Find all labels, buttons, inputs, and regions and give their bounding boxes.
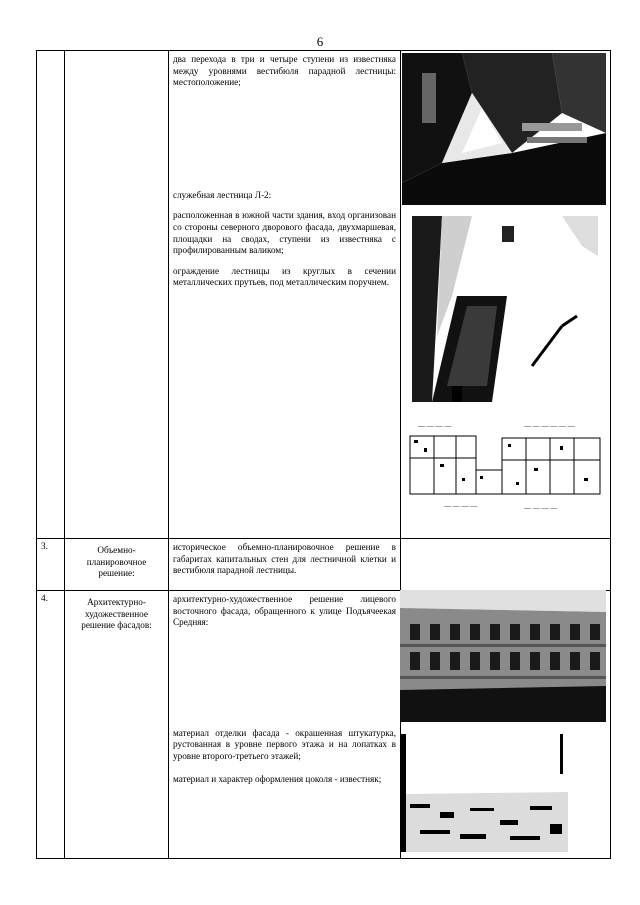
paragraph: расположенная в южной части здания, вход организован со стороны северного дворового фасада, двухмаршевая, площадки на сводах, ступени из известняка с профилированным валиком;: [173, 210, 396, 256]
paragraph: архитектурно-художественное решение лицевого восточного фасада, обращенного к улице Подъячеекая Средняя:: [173, 594, 396, 628]
page-number: 6: [316, 34, 324, 49]
row-number: 4.: [37, 591, 65, 859]
row-label: [65, 51, 169, 539]
svg-text:— — — — — —: — — — — — —: [524, 422, 575, 430]
service-staircase-photo: [412, 216, 598, 402]
row-label: Объемно-планировочное решение:: [65, 539, 169, 591]
paragraph: материал и характер оформления цоколя - известняк;: [173, 773, 382, 784]
paragraph: ограждение лестницы из круглых в сечении металлических прутьев, под металлическим поручнем.: [173, 265, 396, 288]
paragraph: материал отделки фасада - окрашенная штукатурка, рустованная в уровне первого этажа и на лопатках в уровне второго-третьего этажей;: [173, 727, 396, 761]
row-description: [169, 51, 401, 539]
svg-text:— — — —: — — — —: [524, 504, 558, 512]
row-description: [169, 591, 401, 859]
svg-text:— — — —: — — — —: [418, 422, 452, 430]
paragraph: два перехода в три и четыре ступени из известняка между уровнями вестибюля парадной лестницы: местоположение;: [173, 54, 396, 88]
facade-photo: [400, 590, 606, 722]
staircase-photo: [402, 53, 606, 205]
paragraph: историческое объемно-планировочное решение в габаритах капитальных стен для лестничной клетки и вестибюля парадной лестницы.: [173, 542, 396, 576]
photo-cell: [401, 539, 611, 591]
plinth-photo: [400, 734, 568, 852]
row-number: 3.: [37, 539, 65, 591]
table-row: [37, 539, 611, 591]
row-label: Архитектурно-художественное решение фасадов:: [65, 591, 169, 859]
row-description: [169, 539, 401, 591]
paragraph: служебная лестница Л-2:: [173, 189, 272, 200]
svg-text:— — — —: — — — —: [444, 502, 478, 510]
row-number: [37, 51, 65, 539]
floor-plan-drawing: [404, 418, 606, 514]
